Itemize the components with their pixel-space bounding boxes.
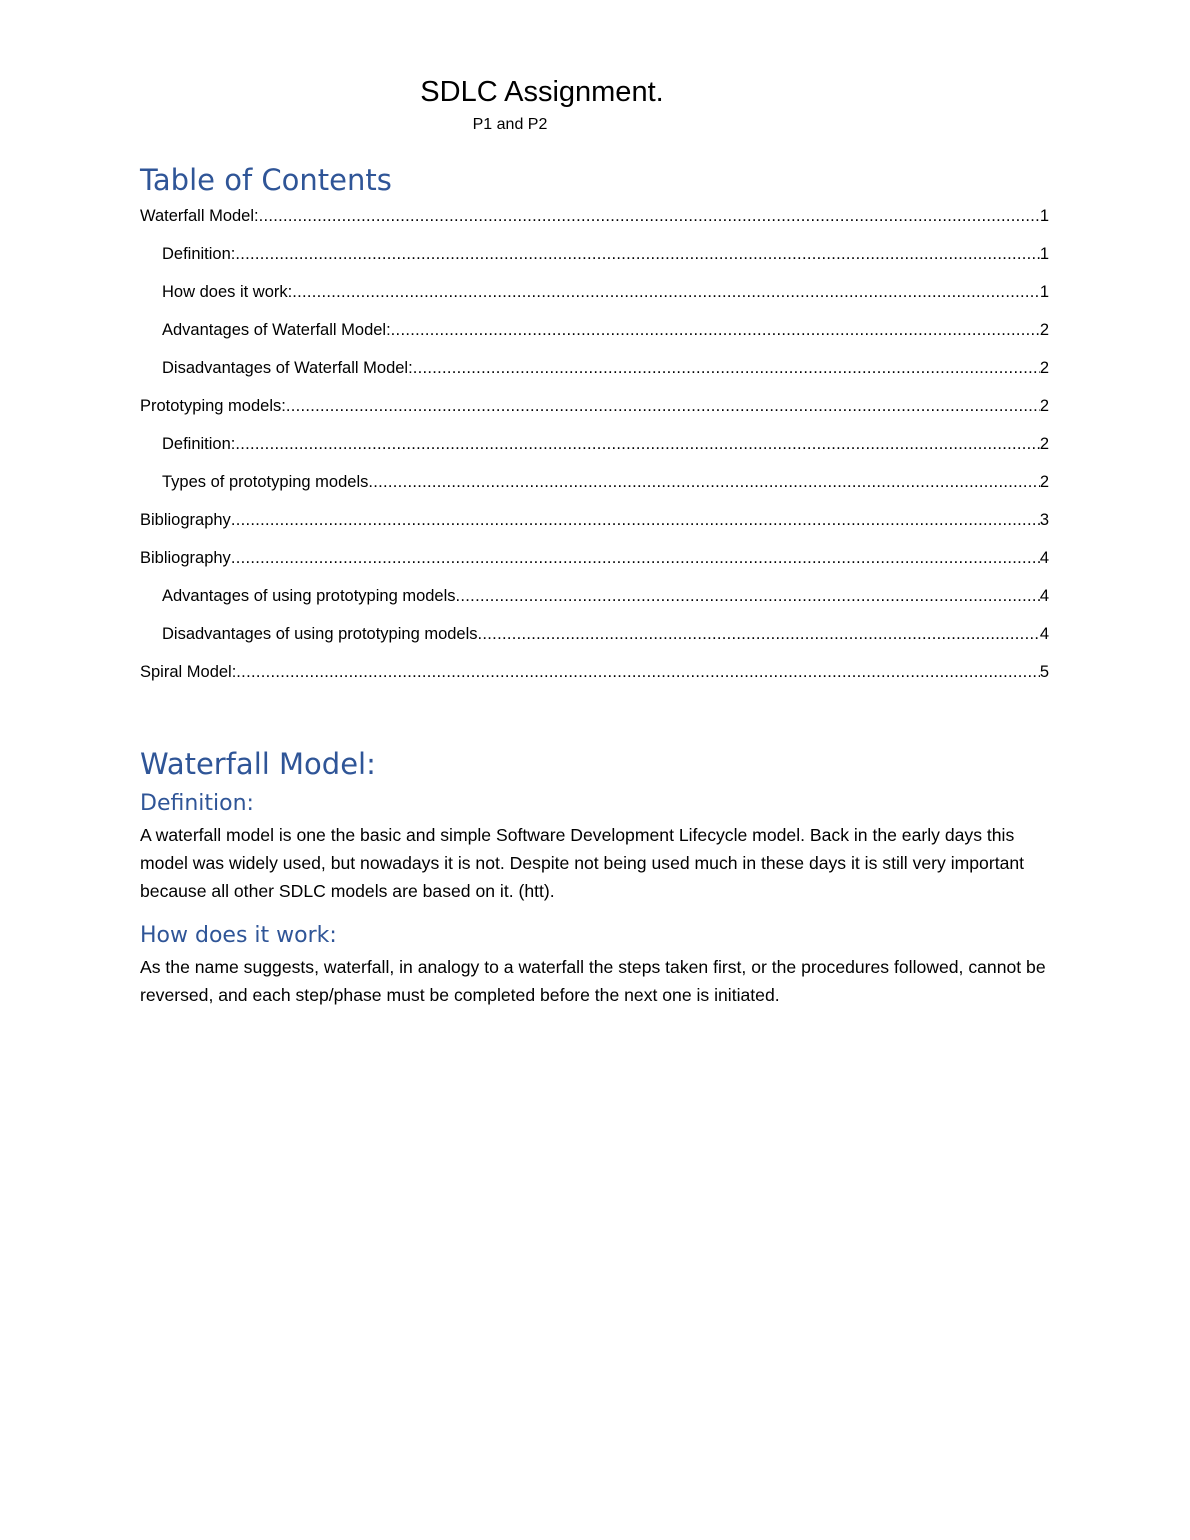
toc-entry-label: Advantages of Waterfall Model: — [162, 321, 391, 339]
toc-dot-leader — [478, 623, 1040, 645]
toc-dot-leader — [235, 243, 1039, 265]
toc-entry[interactable] — [140, 585, 1049, 623]
toc-dot-leader — [236, 661, 1040, 683]
toc-entry[interactable] — [140, 547, 1049, 585]
toc-dot-leader — [391, 319, 1040, 341]
toc-page-number: 4 — [1039, 587, 1049, 605]
toc-page-number: 4 — [1039, 625, 1049, 643]
toc-entry-label: Prototyping models: — [140, 397, 286, 415]
toc-dot-leader — [292, 281, 1040, 303]
toc-entry[interactable] — [140, 357, 1049, 395]
section-heading-waterfall: Waterfall Model: — [140, 747, 376, 781]
toc-dot-leader — [368, 471, 1039, 493]
toc-page-number: 2 — [1039, 321, 1049, 339]
toc-heading: Table of Contents — [140, 163, 392, 197]
toc-entry-label: Bibliography — [140, 549, 231, 567]
toc-entry-label: How does it work: — [162, 283, 293, 301]
toc-page-number: 3 — [1039, 511, 1049, 529]
toc-entry[interactable] — [140, 661, 1049, 699]
document-title: SDLC Assignment. — [420, 76, 664, 108]
toc-entry-label: Disadvantages of Waterfall Model: — [162, 359, 413, 377]
toc-page-number: 4 — [1039, 549, 1049, 567]
subheading-how-does-it-work: How does it work: — [140, 923, 337, 948]
toc-entry[interactable] — [140, 205, 1049, 243]
toc-entry-label: Spiral Model: — [140, 663, 237, 681]
toc-dot-leader — [235, 433, 1039, 455]
toc-entry-label: Types of prototyping models — [162, 473, 369, 491]
toc-dot-leader — [413, 357, 1040, 379]
toc-page-number: 1 — [1039, 245, 1049, 263]
toc-page-number: 1 — [1039, 207, 1049, 225]
toc-dot-leader — [231, 547, 1040, 569]
subheading-definition: Definition: — [140, 791, 254, 816]
toc-entry[interactable] — [140, 281, 1049, 319]
toc-entry-label: Definition: — [162, 435, 236, 453]
toc-entry[interactable] — [140, 243, 1049, 281]
table-of-contents — [140, 205, 1049, 699]
how-paragraph: As the name suggests, waterfall, in analogy to a waterfall the steps taken first, or the procedures followed, cannot be reversed, and each step/phase must be completed before the next one is initiated. — [140, 957, 1046, 1005]
definition-paragraph: A waterfall model is one the basic and simple Software Development Lifecycle model. Back in the early days this model was widely used, but nowadays it is not. Despite not being used much in these days it is still very important because all other SDLC models are based on it. (htt). — [140, 825, 1025, 901]
toc-entry[interactable] — [140, 433, 1049, 471]
toc-page-number: 2 — [1039, 435, 1049, 453]
document-subtitle: P1 and P2 — [472, 116, 548, 133]
toc-entry[interactable] — [140, 471, 1049, 509]
toc-dot-leader — [456, 585, 1040, 607]
toc-page-number: 5 — [1039, 663, 1049, 681]
toc-entry[interactable] — [140, 623, 1049, 661]
toc-entry[interactable] — [140, 319, 1049, 357]
toc-entry[interactable] — [140, 395, 1049, 433]
toc-page-number: 2 — [1039, 359, 1049, 377]
toc-entry-label: Waterfall Model: — [140, 207, 259, 225]
toc-entry-label: Advantages of using prototyping models — [162, 587, 456, 605]
toc-entry[interactable] — [140, 509, 1049, 547]
toc-page-number: 2 — [1039, 397, 1049, 415]
toc-dot-leader — [259, 205, 1040, 227]
toc-dot-leader — [231, 509, 1040, 531]
toc-entry-label: Bibliography — [140, 511, 231, 529]
toc-dot-leader — [286, 395, 1040, 417]
toc-entry-label: Disadvantages of using prototyping models — [162, 625, 478, 643]
toc-entry-label: Definition: — [162, 245, 236, 263]
toc-page-number: 1 — [1039, 283, 1049, 301]
toc-page-number: 2 — [1039, 473, 1049, 491]
